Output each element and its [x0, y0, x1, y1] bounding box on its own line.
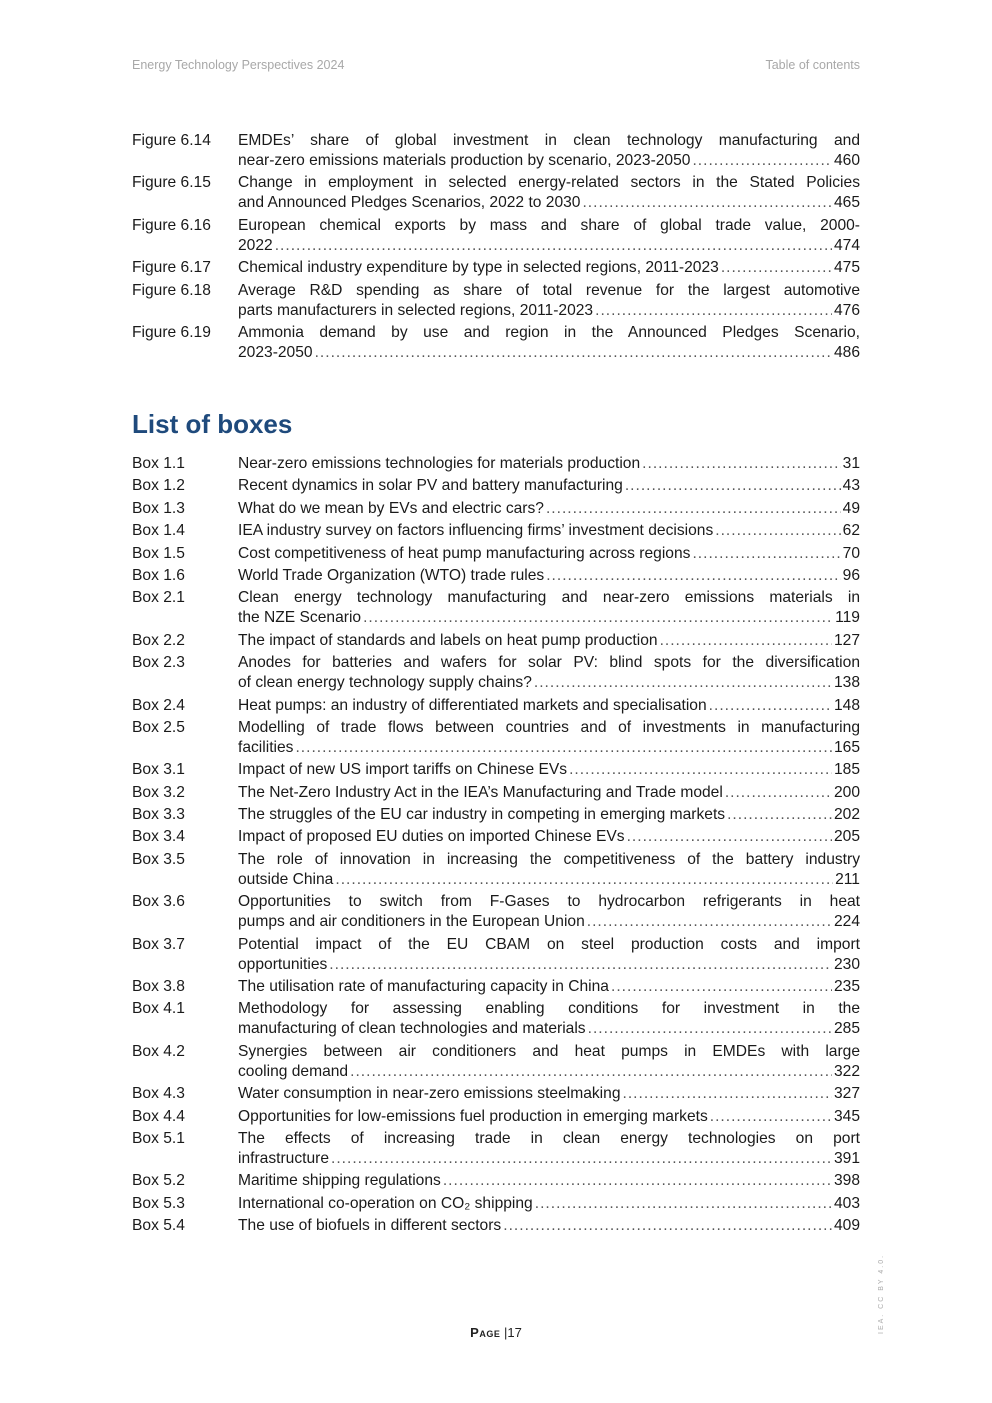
box-title-last-line: cooling demand	[238, 1062, 349, 1080]
figure-entry[interactable]	[132, 131, 860, 171]
dot-leader	[275, 236, 832, 256]
license-watermark: IEA. CC BY 4.0.	[878, 1253, 885, 1334]
box-title	[238, 544, 860, 564]
box-entry[interactable]	[132, 653, 860, 693]
dot-leader	[623, 1084, 832, 1104]
box-page-number[interactable]: 285	[833, 1020, 860, 1038]
dot-leader	[692, 544, 840, 564]
report-title: Energy Technology Perspectives 2024	[132, 58, 345, 72]
dot-leader	[335, 870, 833, 890]
box-title-last-line: pumps and air conditioners in the European Union	[238, 913, 585, 931]
box-title	[238, 1042, 860, 1082]
box-title-last-line: Impact of proposed EU duties on imported Chinese EVs	[238, 828, 625, 846]
box-title-line: Opportunities to switch from F-Gases to hydrocarbon refrigerants in heat	[238, 893, 860, 911]
box-title-last-line: Impact of new US import tariffs on Chinese EVs	[238, 761, 568, 779]
box-title	[238, 1084, 860, 1104]
list-of-figures	[132, 131, 860, 365]
figure-title	[238, 173, 860, 213]
box-page-number[interactable]: 391	[833, 1149, 860, 1167]
box-entry[interactable]	[132, 499, 860, 519]
dot-leader	[627, 827, 832, 847]
figure-title-line: European chemical exports by mass and share of global trade value, 2000-	[238, 216, 860, 234]
dot-leader	[715, 521, 840, 541]
dot-leader	[329, 955, 832, 975]
figure-page-number[interactable]: 486	[833, 343, 860, 361]
box-label: Box 5.4	[132, 1217, 185, 1235]
box-entry[interactable]	[132, 977, 860, 997]
running-header	[132, 58, 860, 76]
figure-title-last-line: 2022	[238, 236, 273, 254]
box-page-number[interactable]: 119	[835, 609, 860, 627]
box-title	[238, 499, 860, 519]
box-page-number[interactable]: 211	[835, 870, 860, 888]
box-title	[238, 454, 860, 474]
box-entry[interactable]	[132, 1107, 860, 1127]
box-label: Box 5.1	[132, 1129, 185, 1147]
box-page-number[interactable]: 49	[842, 499, 860, 517]
box-label: Box 1.4	[132, 522, 185, 540]
box-label: Box 3.3	[132, 806, 185, 824]
page-number: 17	[507, 1325, 522, 1340]
box-page-number[interactable]: 148	[833, 696, 860, 714]
dot-leader	[443, 1171, 832, 1191]
box-title-last-line: International co-operation on CO₂ shipping	[238, 1194, 533, 1212]
box-label: Box 3.4	[132, 828, 185, 846]
box-title-last-line: The use of biofuels in different sectors	[238, 1217, 502, 1235]
box-label: Box 2.4	[132, 696, 185, 714]
box-label: Box 2.1	[132, 589, 185, 607]
figure-title-line: Average R&D spending as share of total revenue for the largest automotive	[238, 281, 860, 299]
dot-leader	[295, 738, 832, 758]
box-entry[interactable]	[132, 1194, 860, 1214]
figure-label: Figure 6.17	[132, 259, 211, 277]
figure-title-last-line: Chemical industry expenditure by type in selected regions, 2011-2023	[238, 259, 719, 277]
box-title	[238, 653, 860, 693]
box-title	[238, 977, 860, 997]
section-title: Table of contents	[765, 58, 860, 72]
box-page-number[interactable]: 345	[833, 1107, 860, 1125]
box-label: Box 3.1	[132, 761, 185, 779]
box-title-last-line: World Trade Organization (WTO) trade rules	[238, 566, 545, 584]
box-title-last-line: IEA industry survey on factors influencing firms’ investment decisions	[238, 522, 714, 540]
box-title	[238, 783, 860, 803]
box-entry[interactable]	[132, 1042, 860, 1082]
figure-entry[interactable]	[132, 323, 860, 363]
box-label: Box 2.3	[132, 654, 185, 672]
box-entry[interactable]	[132, 718, 860, 758]
box-title	[238, 999, 860, 1039]
page-footer	[0, 1325, 992, 1340]
box-page-number[interactable]: 43	[842, 477, 860, 495]
box-label: Box 1.6	[132, 566, 185, 584]
box-label: Box 3.2	[132, 783, 185, 801]
box-title-last-line: Near-zero emissions technologies for materials production	[238, 455, 641, 472]
box-label: Box 4.4	[132, 1107, 185, 1125]
dot-leader	[315, 343, 832, 363]
box-title	[238, 476, 860, 496]
box-page-number[interactable]: 200	[833, 783, 860, 801]
box-page-number[interactable]: 224	[833, 913, 860, 931]
box-label: Box 1.1	[132, 455, 185, 472]
box-entry[interactable]	[132, 476, 860, 496]
box-page-number[interactable]: 31	[842, 455, 860, 472]
box-title	[238, 935, 860, 975]
box-title-last-line: Cost competitiveness of heat pump manufacturing across regions	[238, 544, 691, 562]
box-page-number[interactable]: 96	[842, 566, 860, 584]
box-title	[238, 1216, 860, 1236]
box-label: Box 2.5	[132, 718, 185, 736]
box-title	[238, 631, 860, 651]
dot-leader	[546, 566, 840, 586]
figure-entry[interactable]	[132, 216, 860, 256]
box-entry[interactable]	[132, 1129, 860, 1169]
box-title-line: The effects of increasing trade in clean energy technologies on port	[238, 1129, 860, 1147]
figure-entry[interactable]	[132, 258, 860, 278]
figure-title-line: Ammonia demand by use and region in the Announced Pledges Scenario,	[238, 323, 860, 341]
box-title-last-line: outside China	[238, 870, 334, 888]
box-title	[238, 827, 860, 847]
box-label: Box 5.3	[132, 1194, 185, 1212]
box-title-last-line: The struggles of the EU car industry in competing in emerging markets	[238, 806, 726, 824]
box-title-last-line: opportunities	[238, 955, 328, 973]
box-page-number[interactable]: 185	[833, 761, 860, 779]
box-label: Box 1.3	[132, 499, 185, 517]
box-entry[interactable]	[132, 588, 860, 628]
box-title	[238, 1171, 860, 1191]
list-of-boxes-heading: List of boxes	[132, 409, 293, 439]
figure-label: Figure 6.18	[132, 281, 211, 299]
box-page-number[interactable]: 70	[842, 544, 860, 562]
figure-label: Figure 6.15	[132, 174, 211, 192]
figure-page-number[interactable]: 476	[833, 301, 860, 319]
box-entry[interactable]	[132, 696, 860, 716]
box-title-line: Anodes for batteries and wafers for solar PV: blind spots for the diversification	[238, 654, 860, 672]
figure-title	[238, 323, 860, 363]
dot-leader	[692, 151, 832, 171]
figure-page-number[interactable]: 474	[833, 236, 860, 254]
figure-page-number[interactable]: 465	[833, 194, 860, 212]
box-entry[interactable]	[132, 783, 860, 803]
dot-leader	[534, 673, 832, 693]
dot-leader	[727, 805, 832, 825]
box-title	[238, 588, 860, 628]
figure-page-number[interactable]: 460	[833, 152, 860, 169]
box-entry[interactable]	[132, 760, 860, 780]
figure-title-line: EMDEs’ share of global investment in clean technology manufacturing and	[238, 132, 860, 149]
box-title	[238, 892, 860, 932]
box-title-last-line: the NZE Scenario	[238, 609, 362, 627]
box-label: Box 4.1	[132, 1000, 185, 1018]
box-title-last-line: Recent dynamics in solar PV and battery manufacturing	[238, 477, 623, 495]
box-entry[interactable]	[132, 544, 860, 564]
box-title-line: Synergies between air conditioners and heat pumps in EMDEs with large	[238, 1042, 860, 1060]
box-label: Box 2.2	[132, 631, 185, 649]
dot-leader	[611, 977, 832, 997]
figure-title	[238, 131, 860, 171]
dot-leader	[642, 454, 840, 474]
box-page-number[interactable]: 138	[833, 674, 860, 692]
dot-leader	[569, 760, 832, 780]
box-title	[238, 521, 860, 541]
box-title	[238, 1129, 860, 1169]
box-entry[interactable]	[132, 631, 860, 651]
box-page-number[interactable]: 165	[833, 738, 860, 756]
figure-title	[238, 216, 860, 256]
box-label: Box 1.5	[132, 544, 185, 562]
box-entry[interactable]	[132, 1216, 860, 1236]
box-label: Box 3.8	[132, 978, 185, 996]
box-entry[interactable]	[132, 454, 860, 474]
box-label: Box 3.6	[132, 893, 185, 911]
box-title	[238, 805, 860, 825]
box-title-line: Methodology for assessing enabling conditions for investment in the	[238, 1000, 860, 1018]
box-title-last-line: of clean energy technology supply chains?	[238, 674, 532, 692]
box-title-line: Clean energy technology manufacturing and near-zero emissions materials in	[238, 589, 860, 607]
box-page-number[interactable]: 205	[833, 828, 860, 846]
figure-label: Figure 6.19	[132, 323, 211, 341]
box-label: Box 4.2	[132, 1042, 185, 1060]
box-title-last-line: infrastructure	[238, 1149, 329, 1167]
figure-title	[238, 258, 860, 278]
box-title-last-line: Maritime shipping regulations	[238, 1172, 441, 1190]
box-entry[interactable]	[132, 1084, 860, 1104]
box-label: Box 5.2	[132, 1172, 185, 1190]
box-page-number[interactable]: 230	[833, 955, 860, 973]
dot-leader	[625, 476, 841, 496]
dot-leader	[595, 301, 832, 321]
box-page-number[interactable]: 398	[833, 1172, 860, 1190]
box-page-number[interactable]: 127	[833, 631, 860, 649]
figure-title-last-line: and Announced Pledges Scenarios, 2022 to 2030	[238, 194, 581, 212]
figure-title-last-line: near-zero emissions materials production by scenario, 2023-2050	[238, 152, 691, 169]
box-title-line: Potential impact of the EU CBAM on steel production costs and import	[238, 935, 860, 953]
figure-title-line: Change in employment in selected energy-related sectors in the Stated Policies	[238, 174, 860, 192]
box-title	[238, 1194, 860, 1214]
figure-entry[interactable]	[132, 173, 860, 213]
box-title	[238, 718, 860, 758]
box-entry[interactable]	[132, 566, 860, 586]
dot-leader	[503, 1216, 832, 1236]
box-entry[interactable]	[132, 1171, 860, 1191]
dot-leader	[582, 193, 832, 213]
figure-entry[interactable]	[132, 281, 860, 321]
box-entry[interactable]	[132, 521, 860, 541]
box-title-last-line: Water consumption in near-zero emissions steelmaking	[238, 1085, 621, 1103]
figure-label: Figure 6.16	[132, 216, 211, 234]
box-label: Box 4.3	[132, 1085, 185, 1103]
figure-page-number[interactable]: 475	[833, 259, 860, 277]
dot-leader	[535, 1194, 832, 1214]
box-title-line: Modelling of trade flows between countries and of investments in manufacturing	[238, 718, 860, 736]
dot-leader	[660, 631, 832, 651]
page-word: Page	[470, 1325, 501, 1340]
figure-title-last-line: parts manufacturers in selected regions, 2011-2023	[238, 301, 594, 319]
box-page-number[interactable]: 409	[833, 1217, 860, 1235]
box-page-number[interactable]: 322	[833, 1062, 860, 1080]
dot-leader	[710, 1107, 832, 1127]
box-title-last-line: Heat pumps: an industry of differentiated markets and specialisation	[238, 696, 707, 714]
figure-label: Figure 6.14	[132, 132, 211, 149]
box-entry[interactable]	[132, 805, 860, 825]
box-title-last-line: manufacturing of clean technologies and materials	[238, 1020, 586, 1038]
dot-leader	[363, 608, 833, 628]
box-entry[interactable]	[132, 850, 860, 890]
box-title	[238, 850, 860, 890]
box-page-number[interactable]: 327	[833, 1085, 860, 1103]
dot-leader	[350, 1062, 832, 1082]
box-entry[interactable]	[132, 827, 860, 847]
dot-leader	[721, 258, 832, 278]
dot-leader	[546, 499, 841, 519]
dot-leader	[331, 1149, 832, 1169]
box-title-line: The role of innovation in increasing the competitiveness of the battery industry	[238, 850, 860, 868]
box-entry[interactable]	[132, 935, 860, 975]
figure-title	[238, 281, 860, 321]
list-of-boxes	[132, 454, 860, 1239]
box-title	[238, 566, 860, 586]
dot-leader	[587, 912, 832, 932]
box-title-last-line: The impact of standards and labels on heat pump production	[238, 631, 658, 649]
box-title-last-line: Opportunities for low-emissions fuel production in emerging markets	[238, 1107, 708, 1125]
dot-leader	[725, 783, 832, 803]
box-title	[238, 1107, 860, 1127]
box-label: Box 1.2	[132, 477, 185, 495]
box-page-number[interactable]: 235	[833, 978, 860, 996]
box-title-last-line: The Net-Zero Industry Act in the IEA’s Manufacturing and Trade model	[238, 783, 723, 801]
box-page-number[interactable]: 403	[833, 1194, 860, 1212]
box-title	[238, 696, 860, 716]
box-label: Box 3.5	[132, 850, 185, 868]
box-label: Box 3.7	[132, 935, 185, 953]
box-title-last-line: What do we mean by EVs and electric cars?	[238, 499, 544, 517]
box-entry[interactable]	[132, 892, 860, 932]
figure-title-last-line: 2023-2050	[238, 343, 313, 361]
box-title	[238, 760, 860, 780]
box-title-last-line: The utilisation rate of manufacturing capacity in China	[238, 978, 609, 996]
page-separator: |	[503, 1325, 508, 1340]
box-title-last-line: facilities	[238, 738, 294, 756]
dot-leader	[709, 696, 832, 716]
dot-leader	[588, 1019, 832, 1039]
box-entry[interactable]	[132, 999, 860, 1039]
box-page-number[interactable]: 62	[842, 522, 860, 540]
box-page-number[interactable]: 202	[833, 806, 860, 824]
